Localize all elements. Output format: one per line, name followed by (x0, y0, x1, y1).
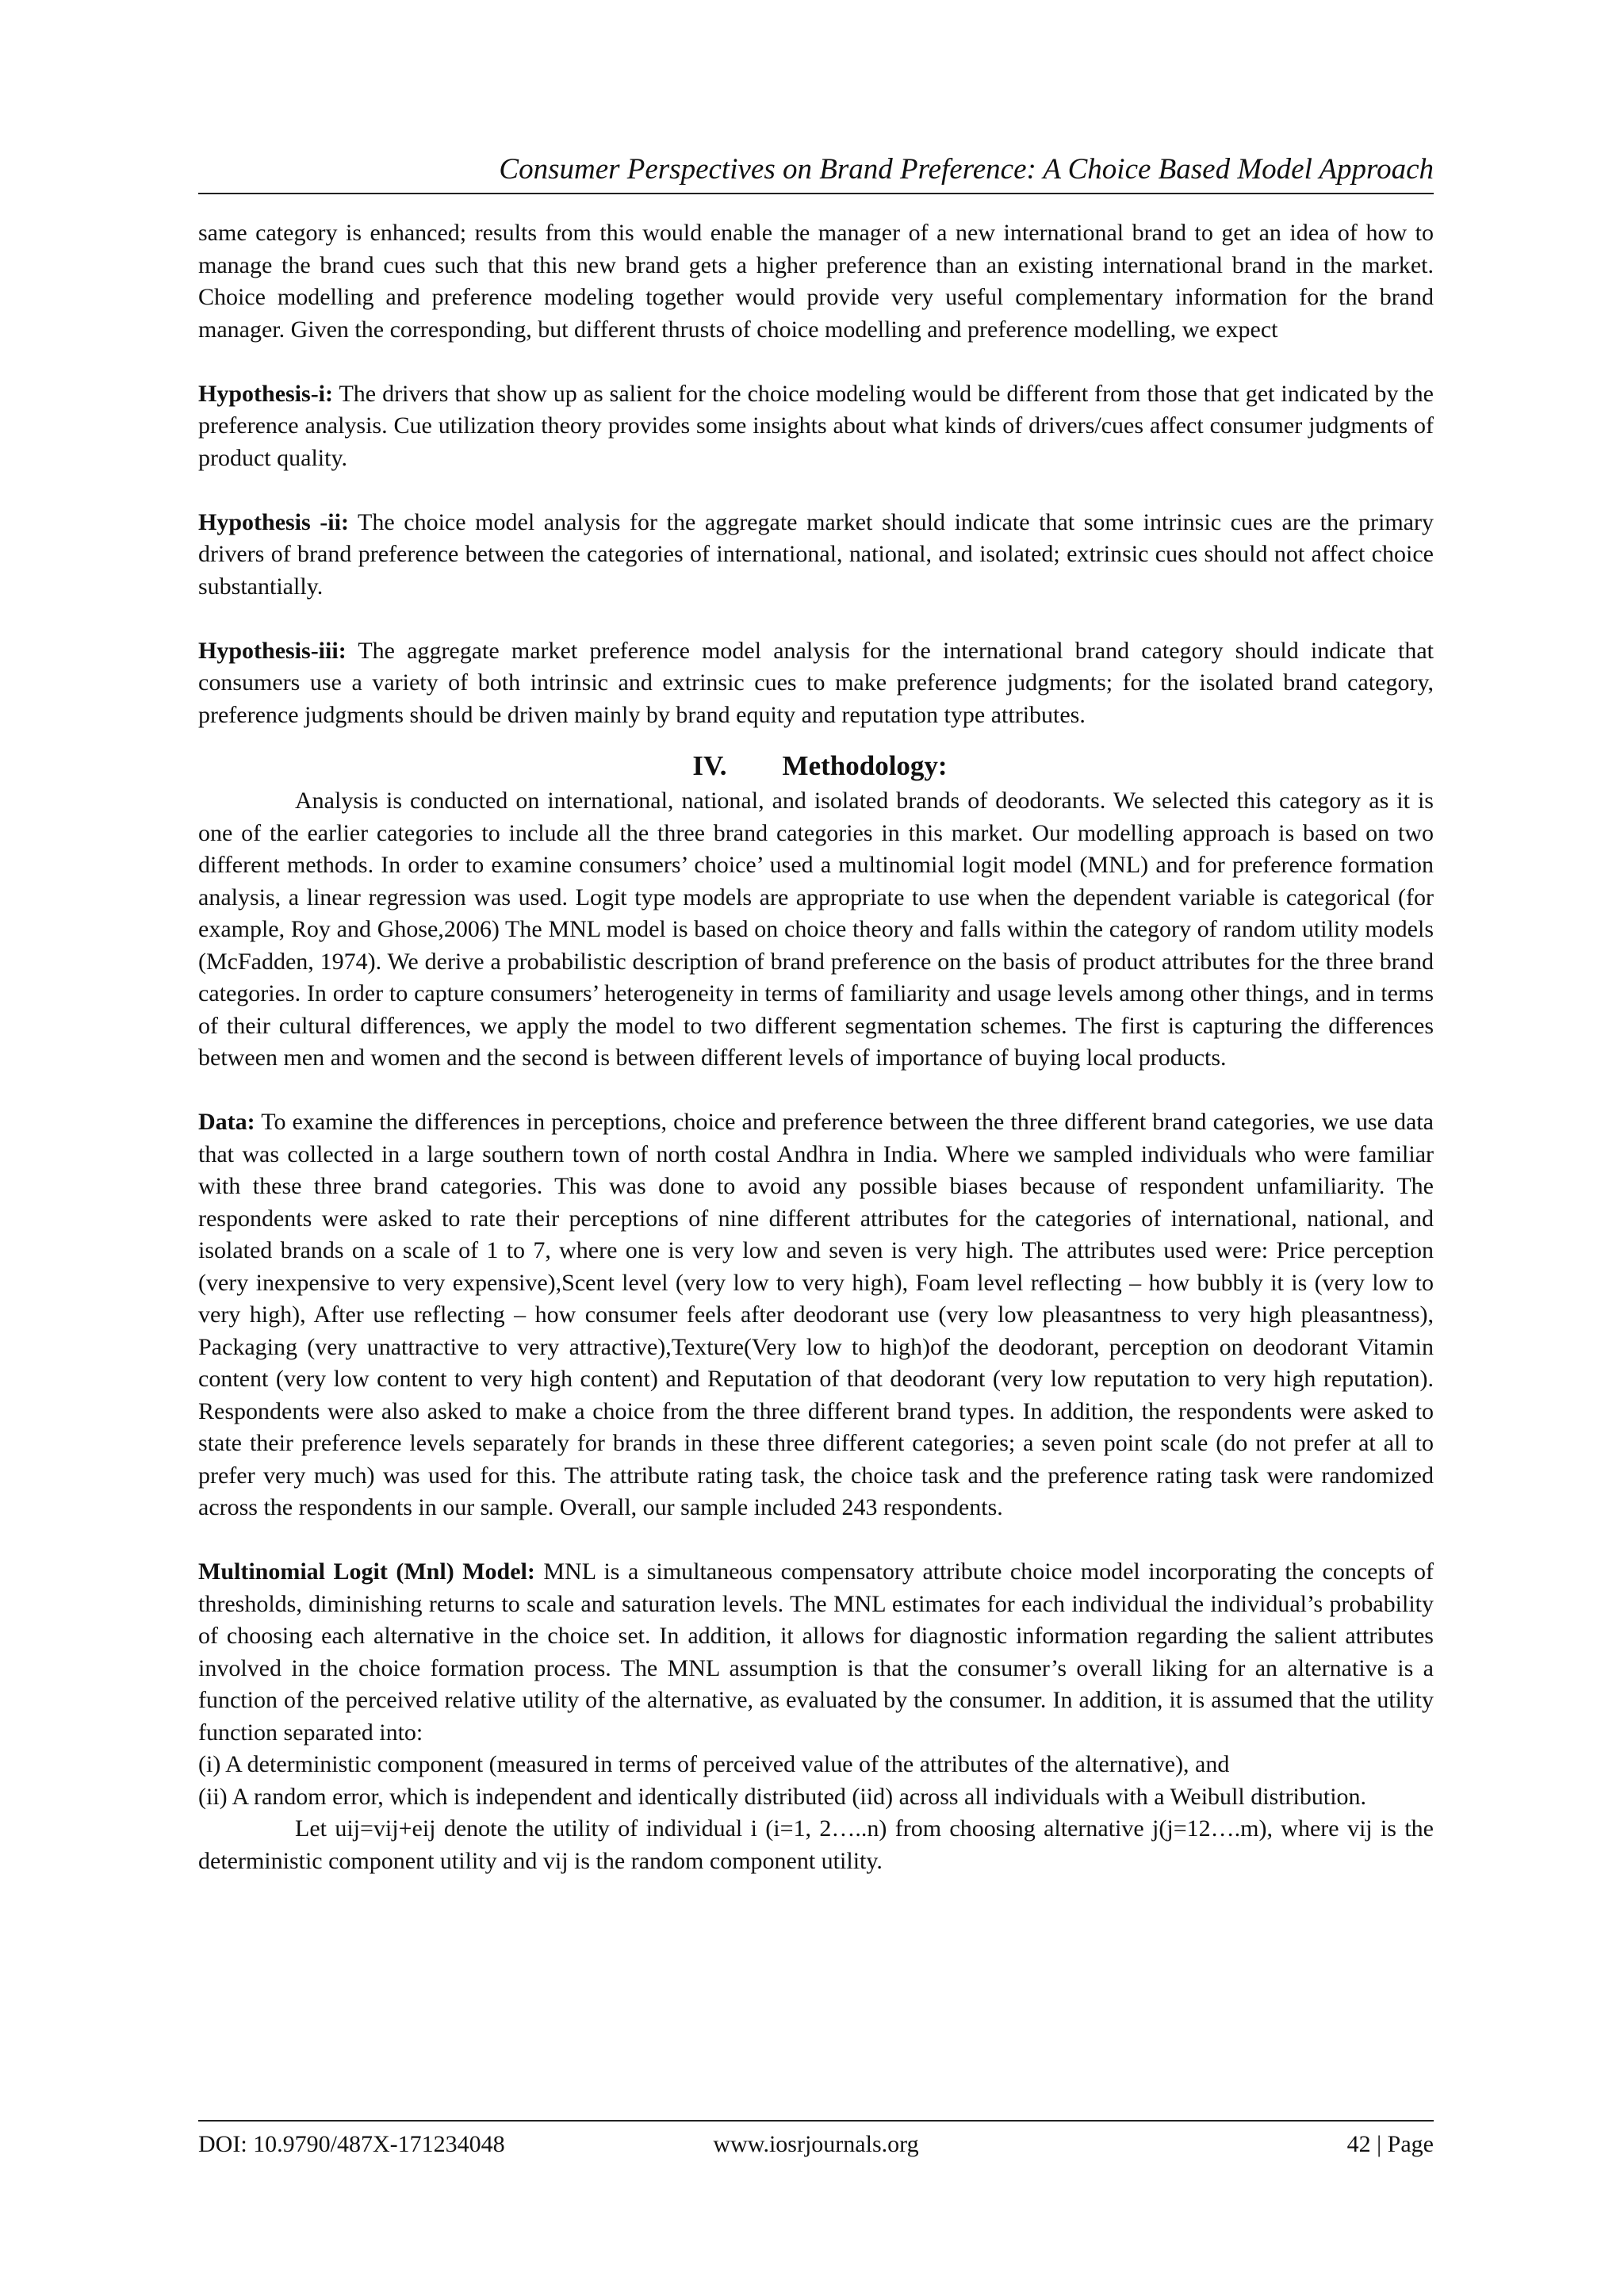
hypothesis-iii-label: Hypothesis-iii: (198, 637, 347, 664)
section-heading (198, 749, 1434, 784)
hypothesis-i-label: Hypothesis-i: (198, 380, 334, 407)
running-header-title: Consumer Perspectives on Brand Preference: A Choice Based Model Approach (499, 153, 1434, 186)
hypothesis-i-text: The drivers that show up as salient for the choice modeling would be different from those that get indicated by the preference analysis. Cue utilization theory provides some insights about what kinds of drivers/cues affect consumer judgments of product quality. (198, 380, 1434, 471)
intro-paragraph: same category is enhanced; results from this would enable the manager of a new international brand to get an idea of how to manage the brand cues such that this new brand gets a higher preference than an existing international brand in the market. Choice modelling and preference modeling together would provide very useful complementary information for the brand manager. Given the corresponding, but different thrusts of choice modelling and preference modelling, we expect (198, 220, 1434, 343)
data-text: To examine the differences in perceptions, choice and preference between the three different brand categories, we use data that was collected in a large southern town of north costal Andhra in India. Where we sampled individuals who were familiar with these three brand categories. This was done to avoid any possible biases because of respondent unfamiliarity. The respondents were asked to rate their perceptions of nine different attributes for the categories of international, national, and isolated brands on a scale of 1 to 7, where one is very low and seven is very high. The attributes used were: Price perception (very inexpensive to very expensive),Scent level (very low to very high), Foam level reflecting – how bubbly it is (very low to very high), After use reflecting – how consumer feels after deodorant use (very low pleasantness to very high pleasantness), Packaging (very unattractive to very attractive),Texture(Very low to high)of the deodorant, perception on deodorant Vitamin content (very low content to very high content) and Reputation of that deodorant (very low reputation to very high reputation). Respondents were also asked to make a choice from the three different brand types. In addition, the respondents were asked to state their preference levels separately for brands in these three different categories; a seven point scale (do not prefer at all to prefer very much) was used for this. The attribute rating task, the choice task and the preference rating task were randomized across the respondents in our sample. Overall, our sample included 243 respondents. (198, 1109, 1434, 1520)
hypothesis-ii-paragraph (198, 507, 1434, 604)
page-body (198, 217, 1434, 1877)
hypothesis-ii-text: The choice model analysis for the aggregate market should indicate that some intrinsic cues are the primary drivers of brand preference between the categories of international, national, and isolated; extrinsic cues should not affect choice substantially. (198, 508, 1434, 600)
utility-paragraph: Let uij=vij+eij denote the utility of individual i (i=1, 2…..n) from choosing alternative j(j=12….m), where vij is the deterministic component utility and vij is the random component utility. (198, 1815, 1434, 1874)
header-divider (198, 193, 1434, 194)
footer-website: www.iosrjournals.org (713, 2131, 919, 2157)
section-title: Methodology: (782, 750, 948, 781)
methodology-paragraph: Analysis is conducted on international, national, and isolated brands of deodorants. We selected this category as it is one of the earlier categories to include all the three brand categories in this market. Our modelling approach is based on two different methods. In order to examine consumers’ choice’ used a multinomial logit model (MNL) and for preference formation analysis, a linear regression was used. Logit type models are appropriate to use when the dependent variable is categorical (for example, Roy and Ghose,2006) The MNL model is based on choice theory and falls within the category of random utility models (McFadden, 1974). We derive a probabilistic description of brand preference on the basis of product attributes for the three brand categories. In order to capture consumers’ heterogeneity in terms of familiarity and usage levels among other things, and in terms of their cultural differences, we apply the model to two different segmentation schemes. The first is capturing the differences between men and women and the second is between different levels of importance of buying local products. (198, 788, 1434, 1071)
mnl-list-item-ii: (ii) A random error, which is independent and identically distributed (iid) across all individuals with a Weibull distribution. (198, 1783, 1367, 1810)
hypothesis-iii-text: The aggregate market preference model analysis for the international brand category should indicate that consumers use a variety of both intrinsic and extrinsic cues to make preference judgments; for the isolated brand category, preference judgments should be driven mainly by brand equity and reputation type attributes. (198, 637, 1434, 728)
hypothesis-i-paragraph (198, 378, 1434, 475)
mnl-label: Multinomial Logit (Mnl) Model: (198, 1558, 535, 1585)
footer-divider (198, 2120, 1434, 2122)
mnl-list-item-i: (i) A deterministic component (measured in terms of perceived value of the attributes of the alternative), and (198, 1751, 1230, 1777)
mnl-paragraph (198, 1556, 1434, 1749)
mnl-text: MNL is a simultaneous compensatory attribute choice model incorporating the concepts of thresholds, diminishing returns to scale and saturation levels. The MNL estimates for each individual the individual’s probability of choosing each alternative in the choice set. In addition, it allows for diagnostic information regarding the salient attributes involved in the choice formation process. The MNL assumption is that the consumer’s overall liking for an alternative is a function of the perceived relative utility of the alternative, as evaluated by the consumer. In addition, it is assumed that the utility function separated into: (198, 1558, 1434, 1746)
footer-doi: DOI: 10.9790/487X-171234048 (198, 2131, 505, 2157)
hypothesis-ii-label: Hypothesis -ii: (198, 508, 349, 535)
data-paragraph (198, 1106, 1434, 1524)
section-number: IV. (692, 750, 727, 781)
footer-page-number: 42 | Page (1346, 2131, 1434, 2157)
data-label: Data: (198, 1109, 255, 1135)
hypothesis-iii-paragraph (198, 635, 1434, 732)
